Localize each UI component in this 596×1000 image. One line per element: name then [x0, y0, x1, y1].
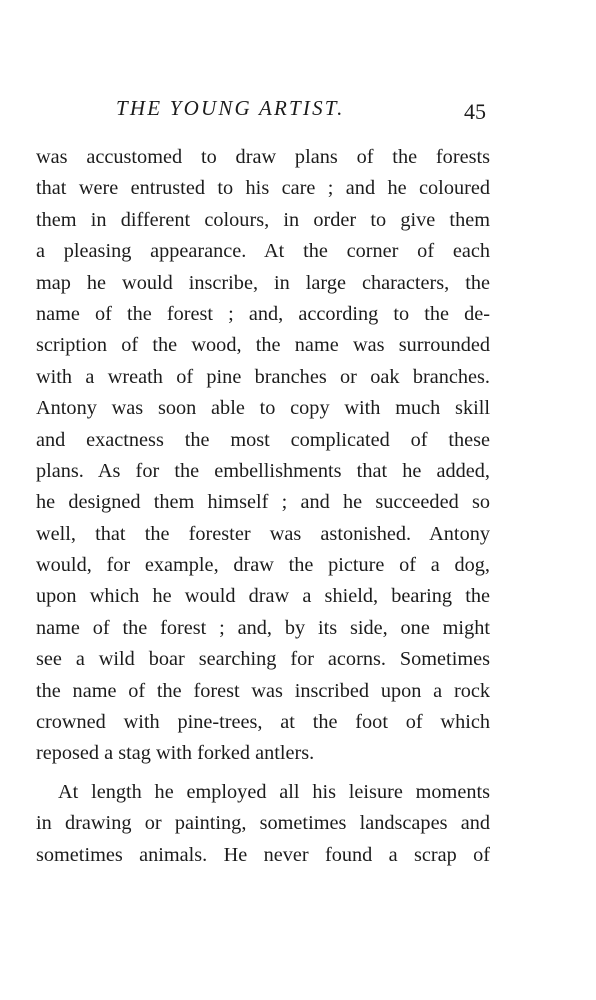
text-line: well, that the forester was astonished. Antony	[36, 522, 490, 545]
text-line: reposed a stag with forked antlers.	[36, 742, 315, 765]
paragraph-gap	[36, 770, 490, 777]
text-line: sometimes animals. He never found a scrap of	[36, 843, 490, 866]
text-line: crowned with pine-trees, at the foot of which	[36, 711, 490, 734]
text-line: a pleasing appearance. At the corner of each	[36, 240, 490, 263]
text-line: them in different colours, in order to give them	[36, 208, 490, 231]
text-line: the name of the forest was inscribed upon a rock	[36, 679, 490, 702]
text-line: he designed them himself ; and he succeeded so	[36, 491, 490, 514]
body-text	[36, 142, 490, 871]
paragraph-2	[36, 777, 490, 871]
running-title: THE YOUNG ARTIST.	[116, 96, 345, 120]
text-line: map he would inscribe, in large characters, the	[36, 271, 490, 294]
text-line: that were entrusted to his care ; and he coloured	[36, 177, 490, 200]
running-head	[36, 96, 490, 130]
text-line: At length he employed all his leisure moments	[58, 780, 490, 803]
text-line: and exactness the most complicated of these	[36, 428, 490, 451]
text-line: Antony was soon able to copy with much skill	[36, 397, 490, 420]
paragraph-1	[36, 142, 490, 770]
text-line: was accustomed to draw plans of the forests	[36, 146, 490, 168]
page-number: 45	[464, 99, 486, 124]
text-line: scription of the wood, the name was surrounded	[36, 334, 490, 357]
text-line: see a wild boar searching for acorns. Sometimes	[36, 648, 490, 671]
text-line: with a wreath of pine branches or oak branches.	[36, 365, 490, 388]
text-line: upon which he would draw a shield, bearing the	[36, 585, 490, 608]
text-line: name of the forest ; and, according to the de-	[36, 302, 490, 325]
text-line: would, for example, draw the picture of a dog,	[36, 554, 490, 577]
text-line: name of the forest ; and, by its side, one might	[36, 616, 490, 639]
text-line: in drawing or painting, sometimes landscapes and	[36, 812, 490, 835]
text-line: plans. As for the embellishments that he added,	[36, 459, 490, 482]
